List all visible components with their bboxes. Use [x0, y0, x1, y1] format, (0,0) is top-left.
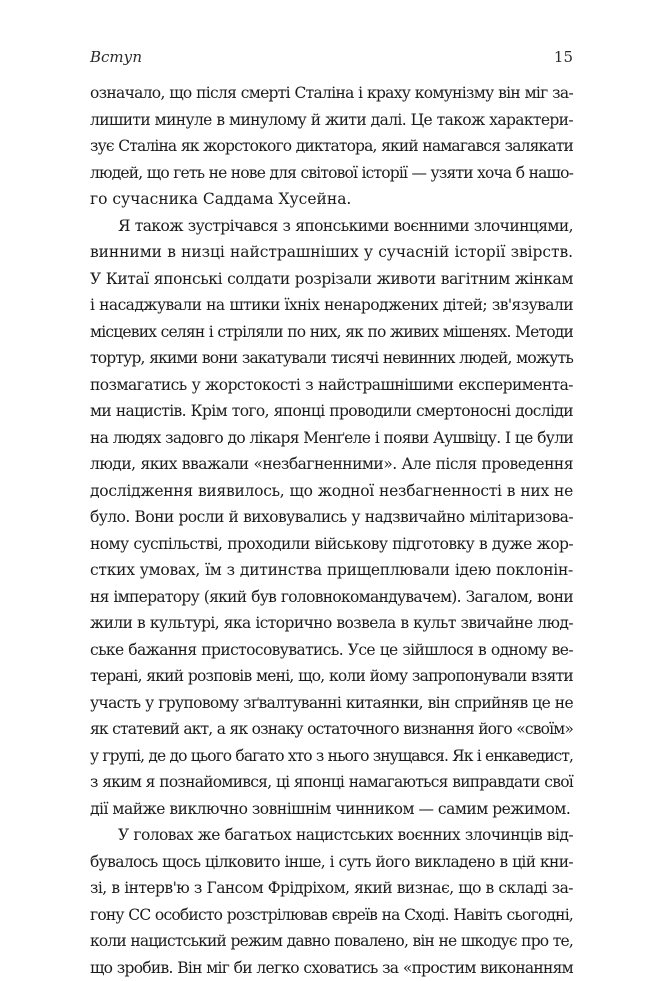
text-line: у групі, де до цього багато хто з нього знущався. Як і енкаведист, — [90, 743, 573, 770]
text-line: ське бажання пристосовуватись. Усе це зійшлося в одному ве- — [90, 637, 573, 664]
text-line: було. Вони росли й виховувались у надзвичайно мілітаризова- — [90, 504, 573, 531]
text-line: означало, що після смерті Сталіна і краху комунізму він міг за- — [90, 80, 573, 107]
text-line: позмагатись у жорстокості з найстрашнішими експеримента- — [90, 372, 573, 399]
text-line: зує Сталіна як жорстокого диктатора, який намагався залякати — [90, 133, 573, 160]
text-line: ному суспільстві, проходили військову підготовку в дуже жор- — [90, 531, 573, 558]
text-line: і насаджували на штики їхніх ненароджених дітей; зв'язували — [90, 292, 573, 319]
text-line: коли нацистський режим давно повалено, він не шкодує про те, — [90, 928, 573, 955]
text-line: стких умовах, їм з дитинства прищеплювали ідею поклонін- — [90, 557, 573, 584]
text-line: жили в культурі, яка історично возвела в культ звичайне люд- — [90, 610, 573, 637]
paragraph-first-line: Я також зустрічався з японськими воєнними злочинцями, — [90, 213, 573, 240]
text-line: бувалось щось цілковито інше, і суть його викладено в цій кни- — [90, 849, 573, 876]
text-line: люди, яких вважали «незбагненними». Але після проведення — [90, 451, 573, 478]
text-line: дослідження виявилось, що жодної незбагненності в них не — [90, 478, 573, 505]
text-line: з яким я познайомився, ці японці намагаються виправдати свої — [90, 769, 573, 796]
running-head: Вступ — [90, 48, 142, 66]
page-number: 15 — [545, 48, 573, 66]
text-line: лишити минуле в минулому й жити далі. Це також характери- — [90, 107, 573, 134]
text-line: людей, що геть не нове для світової історії — узяти хоча б нашо- — [90, 160, 573, 187]
text-line: ня імператору (який був головнокомандувачем). Загалом, вони — [90, 584, 573, 611]
body-text — [90, 80, 573, 981]
text-line: терані, який розповів мені, що, коли йому запропонували взяти — [90, 663, 573, 690]
text-line: на людях задовго до лікаря Менґеле і появи Аушвіцу. І це були — [90, 425, 573, 452]
text-line: тортур, якими вони закатували тисячі невинних людей, можуть — [90, 345, 573, 372]
text-line: дії майже виключно зовнішнім чинником — самим режимом. — [90, 796, 573, 823]
text-line: У Китаї японські солдати розрізали животи вагітним жінкам — [90, 266, 573, 293]
paragraph-first-line: У головах же багатьох нацистських воєнних злочинців від- — [90, 822, 573, 849]
text-line: ми нацистів. Крім того, японці проводили смертоносні досліди — [90, 398, 573, 425]
text-line: зі, в інтерв'ю з Гансом Фрідріхом, який визнає, що в складі за- — [90, 875, 573, 902]
text-line: що зробив. Він міг би легко сховатись за «простим виконанням — [90, 955, 573, 981]
text-line: як статевий акт, а як ознаку остаточного визнання його «своїм» — [90, 716, 573, 743]
text-line: винними в низці найстрашніших у сучасній історії звірств. — [90, 239, 573, 266]
text-line: місцевих селян і стріляли по них, як по живих мішенях. Методи — [90, 319, 573, 346]
text-line: го сучасника Саддама Хусейна. — [90, 186, 573, 213]
text-line: участь у груповому зґвалтуванні китаянки, він сприйняв це не — [90, 690, 573, 717]
text-line: гону СС особисто розстрілював євреїв на Сході. Навіть сьогодні, — [90, 902, 573, 929]
